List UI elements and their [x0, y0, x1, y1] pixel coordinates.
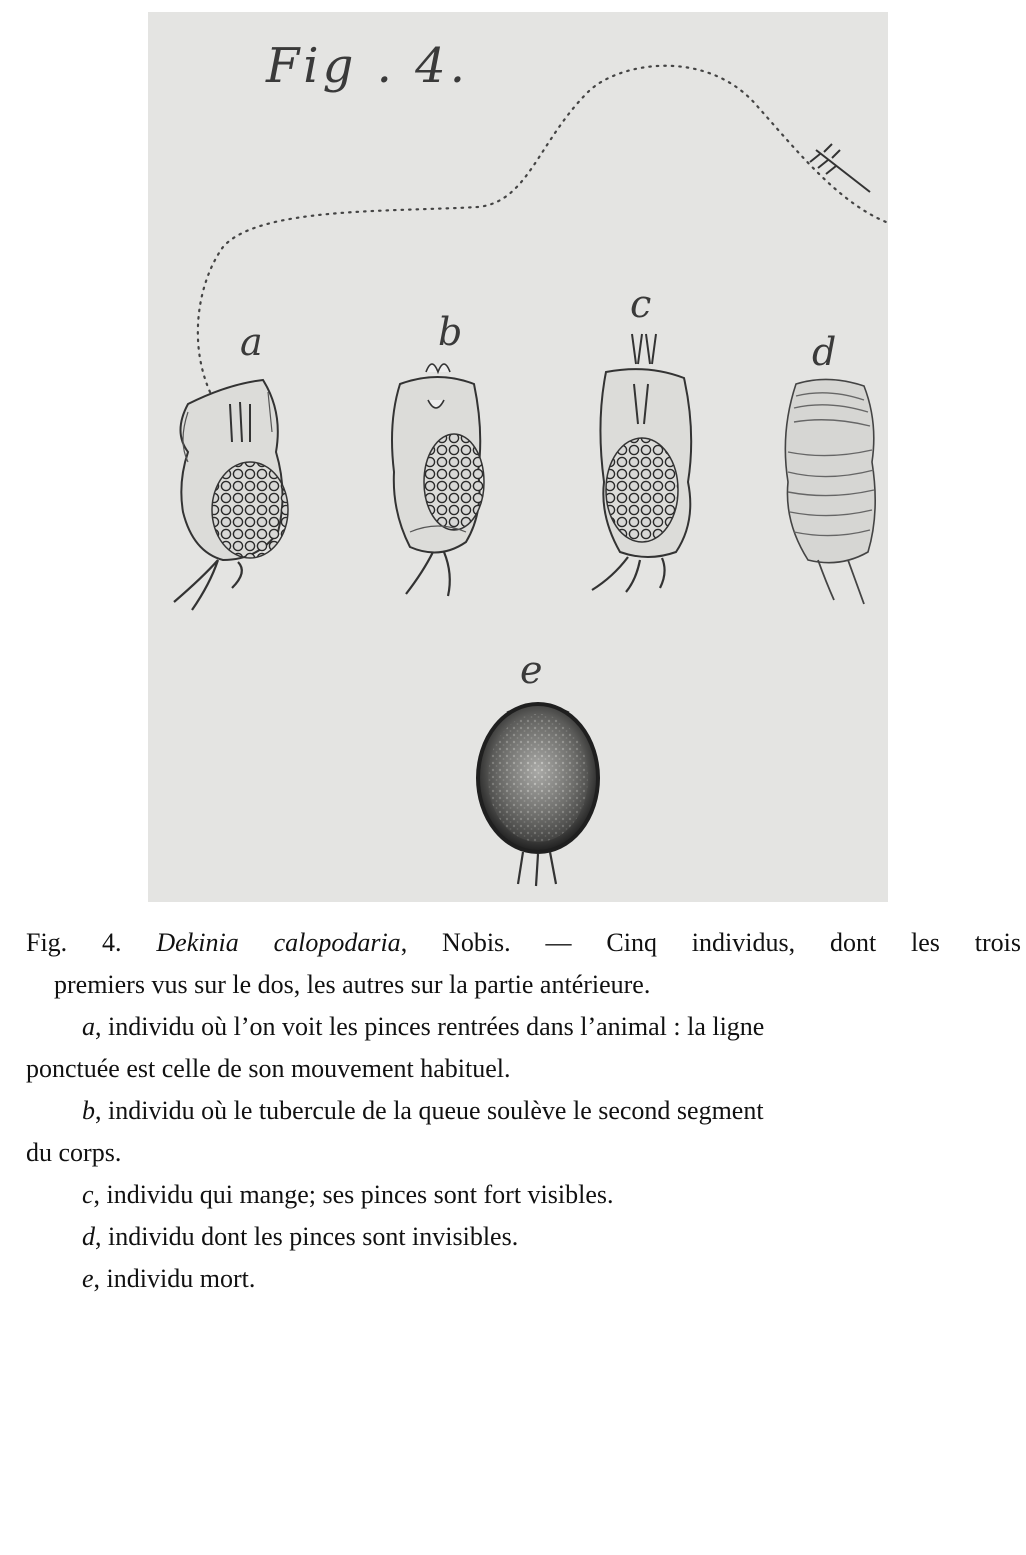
caption-item-a-cont: ponctuée est celle de son mouvement habituel.: [26, 1054, 511, 1083]
caption-line-2: premiers vus sur le dos, les autres sur la partie antérieure.: [54, 970, 651, 999]
plate-drawing: [148, 12, 888, 902]
caption-fig-ref: Fig. 4.: [26, 928, 122, 957]
figure-label-e: e: [520, 648, 543, 692]
caption-item-letter: a: [82, 1012, 95, 1041]
caption-item-d: [26, 1216, 1021, 1258]
caption-item-text: , individu où l’on voit les pinces rentrées dans l’animal : la ligne: [95, 1012, 765, 1041]
figure-d-drawing: [785, 379, 875, 604]
caption-item-letter: c: [82, 1180, 94, 1209]
caption-line-1: [26, 922, 1021, 964]
movement-trail: [198, 66, 886, 392]
caption-item-text: , individu qui mange; ses pinces sont fort visibles.: [93, 1180, 614, 1209]
figure-label-a: a: [240, 320, 263, 364]
caption-item-b-cont: du corps.: [26, 1138, 122, 1167]
caption-item-a: [26, 1006, 1021, 1048]
figure-a-drawing: [174, 380, 288, 610]
caption-item-text: , individu où le tubercule de la queue soulève le second segment: [95, 1096, 764, 1125]
figure-label-b: b: [438, 310, 463, 354]
figure-label-d: d: [812, 330, 837, 374]
caption-item-e: [26, 1258, 1021, 1300]
figure-caption: [26, 922, 1021, 1300]
figure-b-drawing: [392, 364, 484, 596]
figure-c-drawing: [592, 334, 691, 592]
trail-arrow-icon: [810, 144, 870, 192]
caption-item-letter: e: [82, 1264, 94, 1293]
caption-item-text: , individu dont les pinces sont invisibles.: [95, 1222, 519, 1251]
caption-item-c: [26, 1174, 1021, 1216]
caption-item-letter: b: [82, 1096, 95, 1125]
figure-e-drawing: [478, 704, 598, 886]
caption-species: Dekinia calopodaria: [156, 928, 401, 957]
caption-item-b: [26, 1090, 1021, 1132]
caption-item-text: , individu mort.: [93, 1264, 256, 1293]
illustration-plate: [148, 12, 888, 902]
caption-item-letter: d: [82, 1222, 95, 1251]
figure-label-c: c: [630, 282, 652, 326]
caption-intro: , Nobis. — Cinq individus, dont les trois: [400, 928, 1021, 957]
plate-title: Fig . 4.: [266, 38, 469, 94]
